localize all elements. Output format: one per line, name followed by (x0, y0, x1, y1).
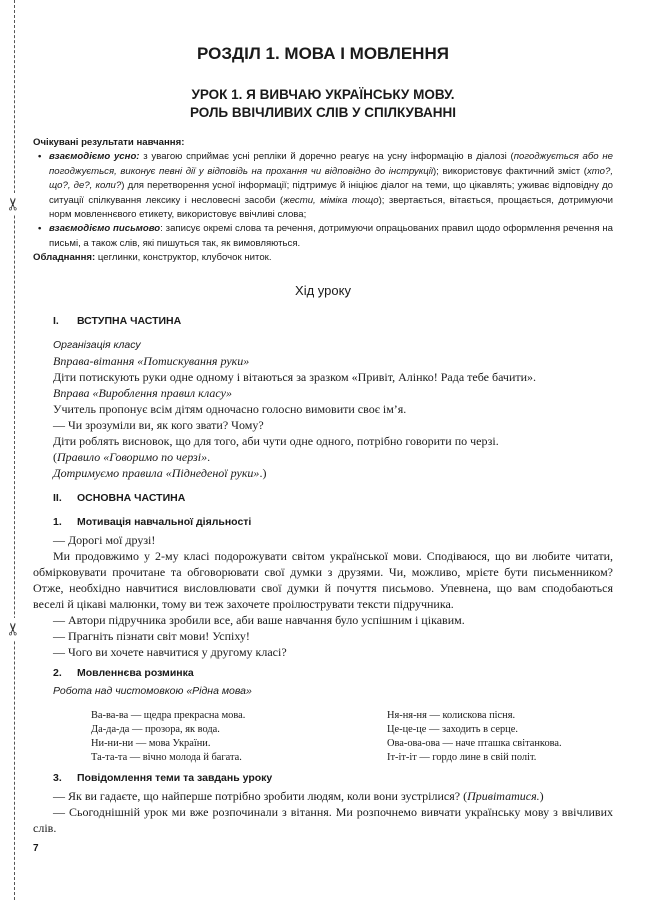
section-title: ВСТУПНА ЧАСТИНА (77, 314, 182, 327)
poem-line: Та-та-та — вічно молода й багата. (91, 752, 242, 764)
outcome-text: з увагою сприймає усні репліки й доречно реагує на усну інформацію в діалозі ( (139, 151, 514, 163)
rule-line: Дотримуємо правила «Піднеденої руки».) (53, 465, 267, 480)
scissors-icon: ✂ (3, 193, 25, 215)
equipment-line (33, 251, 613, 265)
rule-line: (Правило «Говоримо по черзі». (53, 449, 211, 464)
subsection-heading (53, 515, 613, 529)
exercise-title: Вправа «Вироблення правил класу» (53, 385, 232, 400)
poem-column-right (387, 709, 607, 766)
poem-column-left (91, 709, 387, 766)
paragraph: — Чи зрозуміли ви, як кого звати? Чому? (53, 417, 264, 432)
scissors-icon: ✂ (3, 618, 25, 640)
outcome-text: ) для перетворення усної інформації; підтримує й ініціює діалог на теми, що цікавлять; уживає відповідну до ситуації спілкування лексику і несловесні засоби ( (49, 180, 614, 206)
subsection-title: Повідомлення теми та завдань уроку (77, 772, 273, 785)
org-label: Організація класу (53, 338, 141, 351)
section-title: ОСНОВНА ЧАСТИНА (77, 491, 186, 504)
lesson-title (33, 86, 613, 122)
paragraph: Ми продовжимо у 2-му класі подорожувати світом української мови. Сподіваюся, що ви любите читати, обмірковувати прочитане та обговорювати свої думки з друзями. Чи, можливо, мрієте бути письменником? Отже, необхідно навчитися висловлювати свої думки й почуття письмово. Упевнена, що вам сподобаються веселі й цікаві малюнки, тому ви теж захочете проілюструвати тексти підручника. (33, 548, 613, 611)
rule-text: Дотримуємо правила «Піднеденої руки» (53, 465, 260, 480)
poem-line: Це-це-це — заходить в серце. (387, 723, 518, 735)
outcome-item (49, 222, 613, 251)
outcomes-list (33, 150, 613, 251)
poem-line: Іт-іт-іт — гордо лине в свій політ. (387, 752, 537, 764)
outcome-text: жести, міміка тощо (283, 194, 379, 206)
outcome-lead: взаємодіємо усно: (49, 151, 140, 163)
lesson-title-line: РОЛЬ ВВІЧЛИВИХ СЛІВ У СПІЛКУВАННІ (189, 105, 457, 120)
chapter-title: РОЗДІЛ 1. МОВА І МОВЛЕННЯ (197, 44, 449, 63)
subsection-number: 2. (53, 666, 62, 679)
paragraph (33, 788, 613, 804)
subsection-heading (53, 666, 613, 680)
subsection-number: 1. (53, 515, 62, 528)
section-heading (53, 314, 613, 328)
warmup-label: Робота над чистомовкою «Рідна мова» (53, 684, 252, 697)
section-intro-content (33, 338, 613, 481)
poem-line: Да-да-да — прозора, як вода. (91, 723, 220, 735)
paragraph: — Прагніть пізнати світ мови! Успіху! (53, 628, 250, 643)
subsection-title: Мовленнєва розминка (77, 666, 194, 679)
outcome-text: хто?, що?, де?, коли? (49, 165, 614, 192)
learning-outcomes (33, 136, 613, 266)
section-heading (53, 491, 613, 505)
outcome-text: ); звертається, вітається, прощається, дотримуючи норм мовленнєвого етикету, використовує ввічливі слова; (49, 194, 613, 221)
paragraph: — Сьогоднішній урок ми вже розпочинали з вітання. Ми розпочнемо вивчати українську мову з ввічливих слів. (33, 805, 613, 836)
equipment-label: Обладнання: (33, 252, 96, 264)
section-number: I. (53, 314, 59, 327)
rule-text: Правило «Говоримо по черзі» (57, 449, 208, 464)
paragraph: — Автори підручника зробили все, аби ваше навчання було успішним і цікавим. (53, 612, 465, 627)
subsection-number: 3. (53, 772, 62, 785)
cut-line (14, 0, 15, 900)
outcome-text: : записує окремі слова та речення, дотримуючи опрацьованих правил щодо оформлення речення на письмі, а також слів, які пишуться так, як вимовляються. (49, 223, 613, 249)
lesson-title-line: УРОК 1. Я ВИВЧАЮ УКРАЇНСЬКУ МОВУ. (191, 87, 455, 102)
poem-line: Ва-ва-ва — щедра прекрасна мова. (91, 709, 246, 721)
paragraph: Діти роблять висновок, що для того, аби чути одне одного, потрібно говорити по черзі. (53, 433, 499, 448)
poem-line: Ня-ня-ня — колискова пісня. (387, 709, 516, 721)
poem-line: Ова-ова-ова — наче пташка світанкова. (387, 738, 562, 750)
paragraph-text: ) (539, 789, 544, 804)
section-number: II. (53, 491, 62, 504)
outcome-text: погоджується або не погоджується, виконує певні дії у відповідь на прохання чи відповідно до інструкції (49, 151, 614, 177)
topic-content (33, 788, 613, 836)
paragraph-text: — Як ви гадаєте, що найперше потрібно зробити людям, коли вони зустрілися? ( (53, 789, 468, 804)
paragraph: — Дорогі мої друзі! (53, 532, 156, 547)
subsection-heading (53, 771, 613, 785)
paragraph: Діти потискують руки одне одному і вітаються за зразком «Привіт, Алінко! Рада тебе бачити». (53, 369, 537, 384)
poem-line: Ни-ни-ни — мова України. (91, 738, 211, 750)
exercise-title: Вправа-вітання «Потискування руки» (53, 353, 250, 368)
paragraph-text: Привітатися. (467, 789, 540, 804)
tongue-twister-poem (33, 709, 613, 766)
lesson-flow-heading: Хід уроку (295, 282, 351, 298)
outcome-text: ); використовує фактичний зміст ( (432, 165, 587, 177)
motivation-content (33, 532, 613, 660)
subsection-title: Мотивація навчальної діяльності (77, 515, 252, 528)
outcomes-heading: Очікувані результати навчання: (33, 137, 185, 148)
paragraph: Учитель пропонує всім дітям одночасно голосно вимовити своє ім’я. (53, 401, 407, 416)
page-number: 7 (33, 843, 39, 854)
outcome-lead: взаємодіємо письмово (49, 223, 161, 235)
outcome-item (49, 150, 613, 222)
equipment-text: цеглинки, конструктор, клубочок ниток. (95, 252, 272, 264)
document-page (33, 42, 613, 836)
paragraph: — Чого ви хочете навчитися у другому класі? (53, 644, 287, 659)
